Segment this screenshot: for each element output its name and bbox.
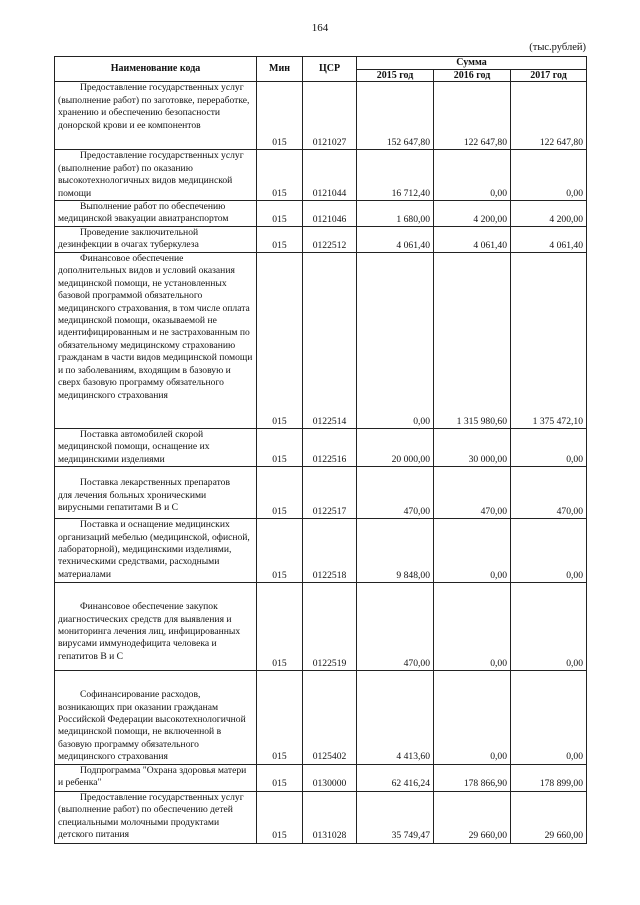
row-value-2015: 4 413,60 — [357, 671, 434, 764]
row-value-2015: 470,00 — [357, 583, 434, 671]
row-csr: 0122516 — [303, 429, 357, 467]
row-name-cell — [55, 253, 257, 429]
row-value-2016: 470,00 — [434, 467, 511, 519]
row-value-2016: 122 647,80 — [434, 82, 511, 150]
row-name-rest: организаций мебелью (медицинской, офисной, лабораторной), медицинскими изделиями, техническими средствами, расходными материалами — [58, 531, 250, 580]
page-number: 164 — [311, 22, 329, 34]
row-ministry: 015 — [257, 150, 303, 201]
row-name-cell — [55, 82, 257, 150]
row-value-2016: 0,00 — [434, 671, 511, 764]
table-row — [55, 519, 587, 583]
row-value-2015: 0,00 — [357, 253, 434, 429]
row-value-2017: 4 061,40 — [511, 227, 587, 253]
row-value-2017: 1 375 472,10 — [511, 253, 587, 429]
header-year-2015: 2015 год — [357, 70, 434, 82]
row-value-2016: 0,00 — [434, 150, 511, 201]
row-value-2017: 0,00 — [511, 429, 587, 467]
row-value-2017: 29 660,00 — [511, 791, 587, 843]
header-year-2017: 2017 год — [511, 70, 587, 82]
row-value-2015: 470,00 — [357, 467, 434, 519]
row-ministry: 015 — [257, 764, 303, 791]
table-row — [55, 227, 587, 253]
row-name-rest: (выполнение работ) по оказанию высокотехнологичных видов медицинской помощи — [58, 162, 233, 199]
row-ministry: 015 — [257, 227, 303, 253]
table-row — [55, 82, 587, 150]
row-name-cell — [55, 519, 257, 583]
header-year-2016: 2016 год — [434, 70, 511, 82]
row-csr: 0130000 — [303, 764, 357, 791]
budget-table — [54, 56, 587, 844]
row-name-cell — [55, 671, 257, 764]
row-name-rest: медицинской помощи, оснащение их медицинскими изделиями — [58, 441, 210, 465]
row-value-2016: 178 866,90 — [434, 764, 511, 791]
row-value-2017: 0,00 — [511, 519, 587, 583]
table-row — [55, 201, 587, 227]
row-name-rest: возникающих при оказании гражданам Российской Федерации высокотехнологичной медицинской помощи, не включенной в базовую программу обязательного медицинского страхования — [58, 701, 246, 763]
header-ministry: Мин — [257, 57, 303, 82]
row-name-first-line: Софинансирование расходов, — [80, 689, 201, 701]
row-value-2015: 1 680,00 — [357, 201, 434, 227]
row-value-2015: 62 416,24 — [357, 764, 434, 791]
row-csr: 0122519 — [303, 583, 357, 671]
table-row — [55, 467, 587, 519]
row-csr: 0131028 — [303, 791, 357, 843]
row-ministry: 015 — [257, 583, 303, 671]
row-name-first-line: Выполнение работ по обеспечению — [80, 201, 226, 213]
row-csr: 0122518 — [303, 519, 357, 583]
table-row — [55, 764, 587, 791]
row-name-first-line: Проведение заключительной — [80, 227, 199, 239]
row-ministry: 015 — [257, 201, 303, 227]
row-name-rest: диагностических средств для выявления и мониторинга лечения лиц, инфицированных вирусами иммунодефицита человека и гепатитов В и С — [58, 613, 241, 662]
row-csr: 0122517 — [303, 467, 357, 519]
row-name-rest: (выполнение работ) по заготовке, переработке, хранению и обеспечению безопасности донорской крови и ее компонентов — [58, 94, 250, 131]
row-value-2016: 29 660,00 — [434, 791, 511, 843]
row-ministry: 015 — [257, 429, 303, 467]
units-label: (тыс.рублей) — [529, 42, 586, 53]
row-ministry: 015 — [257, 671, 303, 764]
row-value-2016: 4 200,00 — [434, 201, 511, 227]
table-row — [55, 150, 587, 201]
row-name-first-line: Финансовое обеспечение — [80, 253, 184, 265]
row-name-rest: для лечения больных хроническими вирусными гепатитами В и С — [58, 489, 207, 514]
row-name-cell — [55, 150, 257, 201]
row-name-cell — [55, 227, 257, 253]
row-name-cell — [55, 467, 257, 519]
header-csr: ЦСР — [303, 57, 357, 82]
row-name-first-line: Поставка лекарственных препаратов — [80, 477, 230, 489]
row-value-2015: 152 647,80 — [357, 82, 434, 150]
row-value-2016: 0,00 — [434, 583, 511, 671]
row-value-2015: 16 712,40 — [357, 150, 434, 201]
row-value-2016: 1 315 980,60 — [434, 253, 511, 429]
header-sum: Сумма — [357, 57, 587, 70]
row-name-cell — [55, 201, 257, 227]
row-name-first-line: Предоставление государственных услуг — [80, 791, 244, 803]
row-name-first-line: Финансовое обеспечение закупок — [80, 601, 218, 613]
row-value-2017: 0,00 — [511, 583, 587, 671]
table-row — [55, 671, 587, 764]
row-name-first-line: Предоставление государственных услуг — [80, 150, 244, 162]
row-value-2016: 0,00 — [434, 519, 511, 583]
row-value-2015: 9 848,00 — [357, 519, 434, 583]
row-ministry: 015 — [257, 82, 303, 150]
row-value-2015: 4 061,40 — [357, 227, 434, 253]
row-ministry: 015 — [257, 253, 303, 429]
table-row — [55, 791, 587, 843]
row-value-2017: 0,00 — [511, 150, 587, 201]
row-csr: 0121046 — [303, 201, 357, 227]
table-row — [55, 253, 587, 429]
row-ministry: 015 — [257, 519, 303, 583]
row-value-2015: 20 000,00 — [357, 429, 434, 467]
row-name-rest: дополнительных видов и условий оказания медицинской помощи, не установленных базовой программой обязательного медицинского страхования, в том числе оплата медицинской помощи, оказываемой не идентифицированным и не застрахованным по обязательному медицинскому страхованию гражданам в части видов медицинской помощи и по заболеваниям, входящим в базовую и сверх базовую программу обязательного медицинского страхования — [58, 265, 253, 401]
row-ministry: 015 — [257, 467, 303, 519]
row-value-2017: 178 899,00 — [511, 764, 587, 791]
row-value-2017: 4 200,00 — [511, 201, 587, 227]
table-row — [55, 429, 587, 467]
header-name: Наименование кода — [55, 57, 257, 82]
row-name-rest: медицинской эвакуации авиатранспортом — [58, 213, 229, 225]
row-value-2016: 30 000,00 — [434, 429, 511, 467]
row-ministry: 015 — [257, 791, 303, 843]
row-name-first-line: Поставка автомобилей скорой — [80, 429, 204, 441]
row-value-2017: 0,00 — [511, 671, 587, 764]
row-value-2017: 470,00 — [511, 467, 587, 519]
table-row — [55, 583, 587, 671]
row-name-rest: дезинфекции в очагах туберкулеза — [58, 239, 199, 251]
row-value-2015: 35 749,47 — [357, 791, 434, 843]
row-name-first-line: Поставка и оснащение медицинских — [80, 519, 230, 531]
row-csr: 0121044 — [303, 150, 357, 201]
row-name-cell — [55, 791, 257, 843]
row-name-first-line: Предоставление государственных услуг — [80, 82, 244, 94]
row-csr: 0125402 — [303, 671, 357, 764]
row-name-first-line: Подпрограмма "Охрана здоровья матери — [80, 764, 247, 776]
row-value-2016: 4 061,40 — [434, 227, 511, 253]
row-name-cell — [55, 429, 257, 467]
row-csr: 0122514 — [303, 253, 357, 429]
row-name-rest: (выполнение работ) по обеспечению детей специальными молочными продуктами детского питания — [58, 804, 233, 840]
row-value-2017: 122 647,80 — [511, 82, 587, 150]
row-name-rest: и ребенка" — [58, 777, 102, 789]
row-csr: 0121027 — [303, 82, 357, 150]
row-name-cell — [55, 764, 257, 791]
row-name-cell — [55, 583, 257, 671]
row-csr: 0122512 — [303, 227, 357, 253]
